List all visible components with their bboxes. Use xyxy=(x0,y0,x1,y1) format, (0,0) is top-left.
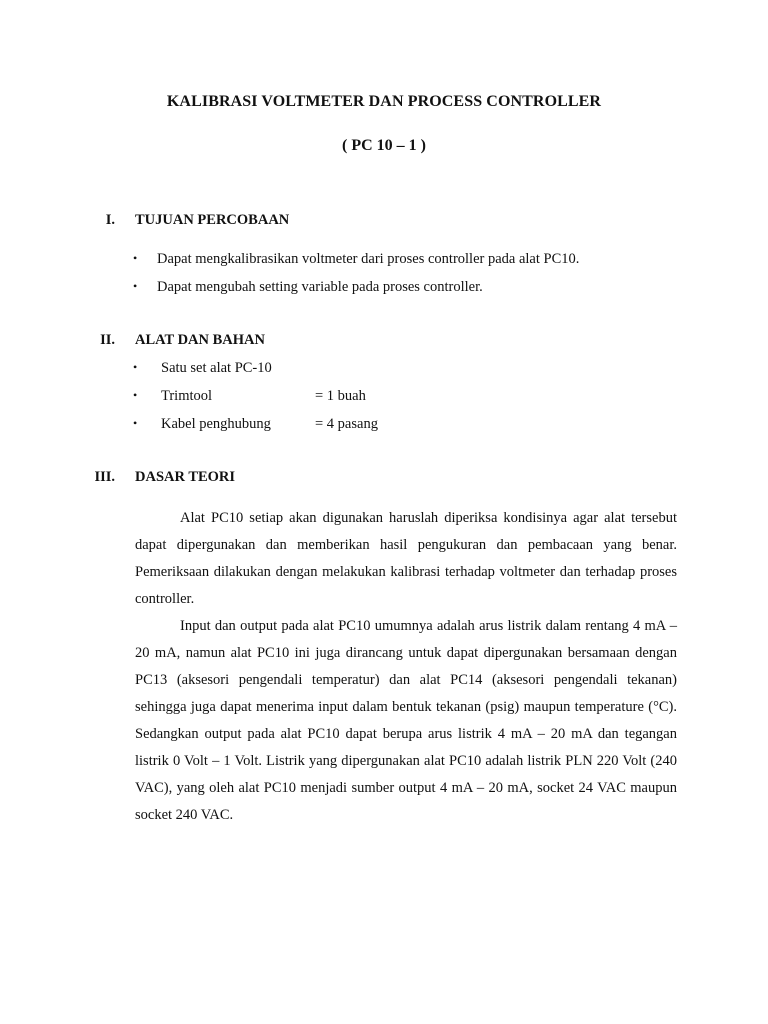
section-heading-dasar-teori: DASAR TEORI xyxy=(135,469,236,485)
document-subtitle: ( PC 10 – 1 ) xyxy=(342,137,426,154)
paragraph: Input dan output pada alat PC10 umumnya adalah arus listrik dalam rentang 4 mA – 20 mA, namun alat PC10 ini juga dirancang untuk dapat dipergunakan bersamaan dengan PC13 (aksesori pengendali temperatur) dan alat PC14 (aksesori pengendali tekanan) sehingga juga dapat menerima input dalam bentuk tekanan (psig) maupun temperature (°C). Sedangkan output pada alat PC10 dapat berupa arus listrik 4 mA – 20 mA dan tegangan listrik 0 Volt – 1 Volt. Listrik yang dipergunakan alat PC10 adalah listrik PLN 220 Volt (240 VAC), yang oleh alat PC10 menjadi sumber output 4 mA – 20 mA, socket 24 VAC maupun socket 240 VAC. xyxy=(135,618,677,823)
section-number: II. xyxy=(100,332,115,348)
section-body xyxy=(135,505,677,829)
bullet-icon: • xyxy=(133,416,138,430)
section-heading-alat: ALAT DAN BAHAN xyxy=(135,332,265,348)
item-qty: = 4 pasang xyxy=(315,416,378,432)
bullet-icon: • xyxy=(133,279,138,293)
item-name: Kabel penghubung xyxy=(161,416,271,432)
item-name: Trimtool xyxy=(161,388,213,404)
item-name: Satu set alat PC-10 xyxy=(161,360,272,376)
document-title: KALIBRASI VOLTMETER DAN PROCESS CONTROLLER xyxy=(166,93,602,110)
bullet-icon: • xyxy=(133,251,138,265)
item-qty: = 1 buah xyxy=(315,388,366,404)
section-number: I. xyxy=(105,212,115,228)
paragraph: Alat PC10 setiap akan digunakan haruslah diperiksa kondisinya agar alat tersebut dapat dipergunakan dan memberikan hasil pengukuran dan pembacaan yang benar. Pemeriksaan dilakukan dengan melakukan kalibrasi terhadap voltmeter dan terhadap proses controller. xyxy=(135,510,677,607)
bullet-icon: • xyxy=(133,360,138,374)
list-item xyxy=(133,251,579,268)
list-item-text: Dapat mengubah setting variable pada proses controller. xyxy=(157,279,483,295)
list-item xyxy=(133,279,483,296)
section-number: III. xyxy=(94,469,115,485)
section-heading-tujuan: TUJUAN PERCOBAAN xyxy=(135,212,290,228)
list-item-text: Dapat mengkalibrasikan voltmeter dari proses controller pada alat PC10. xyxy=(157,251,580,267)
list-item xyxy=(133,388,366,405)
list-item xyxy=(133,416,378,433)
list-item xyxy=(133,360,315,377)
bullet-icon: • xyxy=(133,388,138,402)
